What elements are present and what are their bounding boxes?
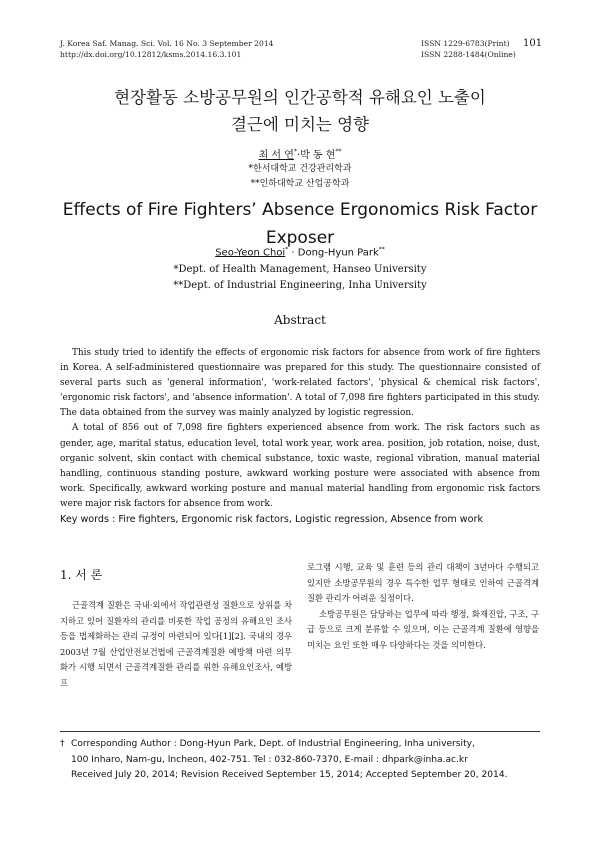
english-title [0, 196, 600, 252]
issn-print: ISSN 1229-6783(Print) [421, 39, 510, 48]
keywords: Key words : Fire fighters, Ergonomic risk factors, Logistic regression, Absence from work [60, 514, 484, 525]
footnote-address: 100 Inharo, Nam-gu, Incheon, 402-751. Tel : 032-860-7370, E-mail : dhpark@inha.ac.kr [71, 754, 468, 765]
korean-author-1: 최 서 연 [258, 150, 294, 161]
abstract-body [60, 346, 540, 512]
footnote-line-1 [60, 737, 540, 753]
korean-author-2: 박 동 현 [300, 150, 336, 161]
korean-title [0, 84, 600, 138]
journal-citation: J. Korea Saf. Manag. Sci. Vol. 16 No. 3 September 2014 [60, 39, 274, 48]
page-number: 101 [523, 38, 543, 49]
korean-author-1-mark: * [293, 148, 297, 156]
body-column-left [60, 598, 292, 692]
section-heading: 1. 서 론 [60, 568, 103, 582]
running-header-right [421, 38, 516, 60]
english-affiliation-1: *Dept. of Health Management, Hanseo University [173, 264, 427, 275]
body-column-right [307, 560, 539, 654]
english-authors [0, 246, 600, 258]
footnote [60, 737, 540, 784]
english-author-2-mark: ** [378, 246, 385, 253]
issn-online: ISSN 2288-1484(Online) [421, 50, 516, 59]
korean-affiliation-2: **인하대학교 산업공학과 [250, 179, 350, 189]
korean-title-line1: 현장활동 소방공무원의 인간공학적 유해요인 노출이 [114, 88, 486, 107]
doi-link[interactable]: http://dx.doi.org/10.12812/ksms.2014.16.3.101 [60, 50, 242, 59]
abstract-paragraph-2: A total of 856 out of 7,098 fire fighters experienced absence from work. The risk factors such as gender, age, marital status, education level, total work year, work area. position, job rotation, noise, dust, organic solvent, skin contact with chemical substance, toxic waste, regional vibration, manual material handling, continuous standing posture, awkward working posture were associated with absence from work. Specifically, awkward working posture and manual material handling from ergonomic risk factors were major risk factors for absence from work. [60, 423, 540, 509]
korean-affiliation-1: *한서대학교 건강관리학과 [248, 164, 352, 174]
english-affiliation-2: **Dept. of Industrial Engineering, Inha University [173, 279, 427, 291]
english-author-1-mark: * [285, 246, 289, 253]
running-header-left [60, 38, 273, 60]
dagger-mark: † [60, 739, 65, 749]
body-paragraph-right-1: 로그램 시행, 교육 및 훈련 등의 관리 대책이 3년마다 수행되고 있지만 소방공무원의 경우 특수한 업무 형태로 인하여 근골격계 질환 관리가 어려운 실정이다. [307, 562, 539, 604]
english-author-2: Dong-Hyun Park [297, 247, 379, 259]
english-author-separator: · [288, 247, 298, 259]
abstract-paragraph-1: This study tried to identify the effects of ergonomic risk factors for absence from work of fire fighters in Korea. A self-administered questionnaire was prepared for this study. The questionnaire consisted of several parts such as 'general information', 'work-related factors', 'physical & chemical risk factors', 'ergonomic risk factors', and 'absence information'. A total of 7,098 fire fighters participated in this study. The data obtained from the survey was mainly analyzed by logistic regression. [60, 348, 540, 419]
english-affiliations [0, 262, 600, 293]
body-paragraph-right-2: 소방공무원은 담당하는 업무에 따라 행정, 화재진압, 구조, 구급 등으로 크게 분류할 수 있으며, 이는 근골격계 질환에 영향을 미치는 요인 또한 매우 다양하다는 것을 의미한다. [307, 608, 539, 650]
corresponding-author: Corresponding Author : Dong-Hyun Park, Dept. of Industrial Engineering, Inha university, [71, 739, 475, 749]
english-title-line2: Exposer [265, 228, 335, 248]
korean-author-2-mark: ** [335, 148, 342, 156]
footnote-divider [60, 731, 540, 732]
korean-title-line2: 결근에 미치는 영향 [230, 115, 369, 134]
korean-authors [0, 146, 600, 161]
abstract-heading: Abstract [274, 313, 326, 327]
korean-affiliations [0, 162, 600, 192]
english-title-line1: Effects of Fire Fighters’ Absence Ergonomics Risk Factor [62, 200, 538, 220]
english-author-1: Seo-Yeon Choi [215, 247, 286, 259]
body-paragraph-left: 근골격계 질환은 국내·외에서 작업관련성 질환으로 상위를 차지하고 있어 질환자의 관리를 비롯한 작업 공정의 유해요인 조사 등을 법제화하는 관리 규정이 마련되어 있다[1][2]. 국내의 경우 2003년 7월 산업안전보건법에 근골격계질환 예방책 마련 의무화가 시행 되면서 근골격계질환 관리를 위한 유해요인조사, 예방프 [60, 600, 292, 688]
footnote-dates: Received July 20, 2014; Revision Received September 15, 2014; Accepted September 20, 2014. [71, 770, 508, 780]
korean-author-separator: · [296, 150, 301, 161]
